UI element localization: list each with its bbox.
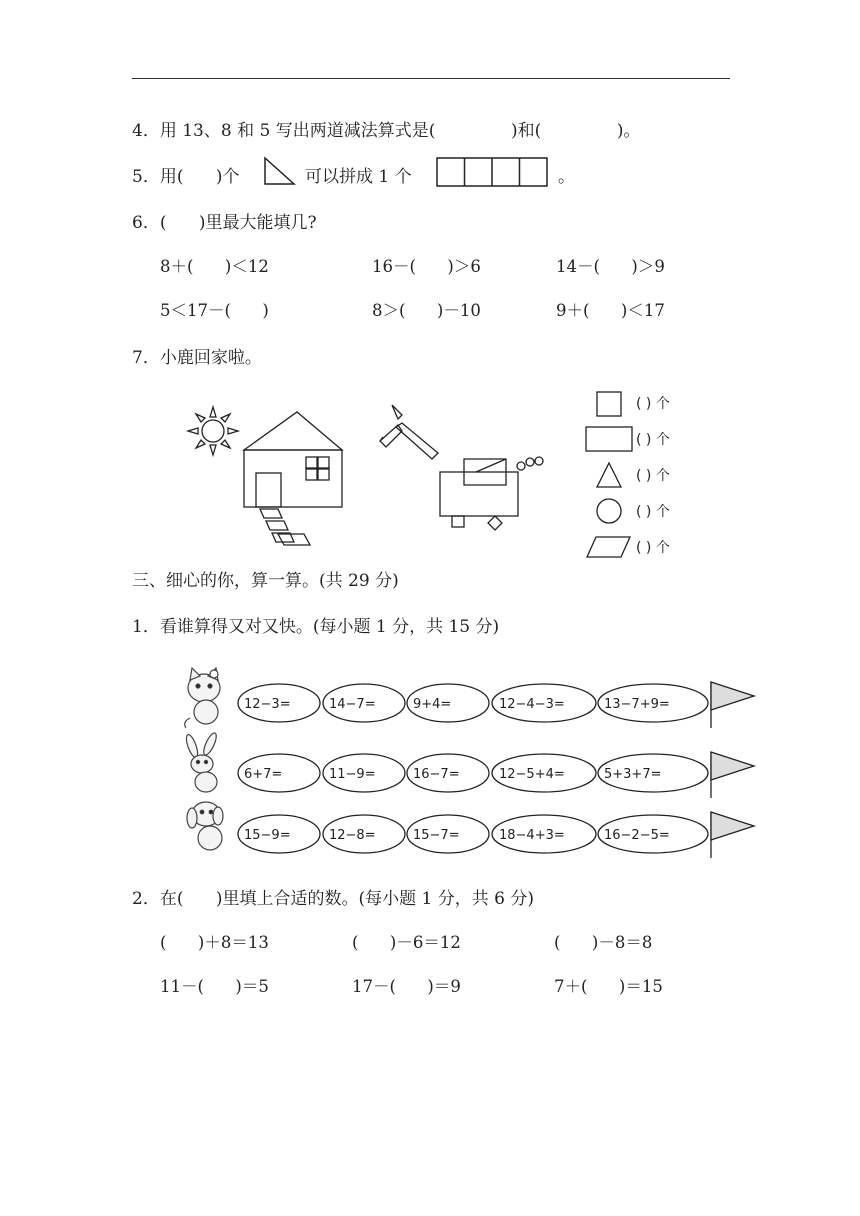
count-rectangle: ( ) 个 (636, 432, 670, 448)
calc-item: 12−8= (329, 828, 376, 843)
flag-icon (711, 752, 754, 798)
calc-item: 18−4+3= (499, 828, 565, 843)
dog-icon (187, 802, 223, 850)
calc-item: 15−7= (413, 828, 460, 843)
right-triangle-icon (262, 156, 298, 188)
calc-item: 11−9= (329, 767, 376, 782)
calc-item: 9+4= (413, 697, 452, 712)
fill-item: 11－( )＝5 (160, 977, 269, 996)
question-6-title: 6．( )里最大能填几? (132, 213, 317, 233)
rabbit-icon (184, 731, 219, 792)
calc-race-track (180, 666, 760, 862)
calc-item: 16−2−5= (604, 828, 670, 843)
section-3-question-2-title: 2．在( )里填上合适的数。(每小题 1 分，共 6 分) (132, 889, 535, 909)
calc-item: 5+3+7= (604, 767, 662, 782)
question-7-title: 7．小鹿回家啦。 (132, 348, 262, 368)
q6-item: 5＜17－( ) (160, 301, 269, 320)
section-3-title: 三、细心的你，算一算。(共 29 分) (132, 571, 399, 591)
deer-icon (380, 405, 543, 530)
calc-item: 12−4−3= (499, 697, 565, 712)
calc-item: 14−7= (329, 697, 376, 712)
calc-item: 15−9= (244, 828, 291, 843)
calc-item: 12−3= (244, 697, 291, 712)
q6-item: 16－( )＞6 (372, 257, 481, 276)
flag-icon (711, 812, 754, 858)
deer-home-illustration (180, 395, 740, 565)
cat-icon (185, 668, 220, 728)
question-5-middle: 可以拼成 1 个 (305, 167, 412, 187)
fill-item: ( )－8＝8 (554, 933, 653, 952)
question-5-suffix: 。 (558, 167, 575, 187)
calc-item: 13−7+9= (604, 697, 670, 712)
calc-item: 12−5+4= (499, 767, 565, 782)
fill-item: ( )＋8＝13 (160, 933, 269, 952)
section-3-question-1-title: 1．看谁算得又对又快。(每小题 1 分，共 15 分) (132, 617, 500, 637)
count-square: ( ) 个 (636, 396, 670, 412)
q6-item: 8＋( )＜12 (160, 257, 269, 276)
question-4: 4．用 13、8 和 5 写出两道减法算式是( )和( )。 (132, 121, 641, 141)
calc-item: 16−7= (413, 767, 460, 782)
circle-icon (597, 499, 621, 523)
fill-item: 17－( )＝9 (352, 977, 461, 996)
q6-item: 14－( )＞9 (556, 257, 665, 276)
question-5-prefix: 5．用( )个 (132, 167, 240, 187)
top-rule (132, 78, 730, 79)
house-icon (244, 412, 342, 545)
count-parallelogram: ( ) 个 (636, 540, 670, 556)
q6-item: 9＋( )＜17 (556, 301, 665, 320)
triangle-icon (597, 463, 621, 487)
parallelogram-icon (587, 537, 630, 557)
count-triangle: ( ) 个 (636, 468, 670, 484)
q6-item: 8＞( )－10 (372, 301, 481, 320)
calc-item: 6+7= (244, 767, 283, 782)
fill-item: ( )－6＝12 (352, 933, 461, 952)
rectangle-grid-icon (436, 156, 550, 188)
flag-icon (711, 682, 754, 728)
fill-item: 7＋( )＝15 (554, 977, 663, 996)
rectangle-icon (586, 427, 632, 451)
count-circle: ( ) 个 (636, 504, 670, 520)
sun-icon (188, 407, 238, 455)
square-icon (597, 392, 621, 416)
